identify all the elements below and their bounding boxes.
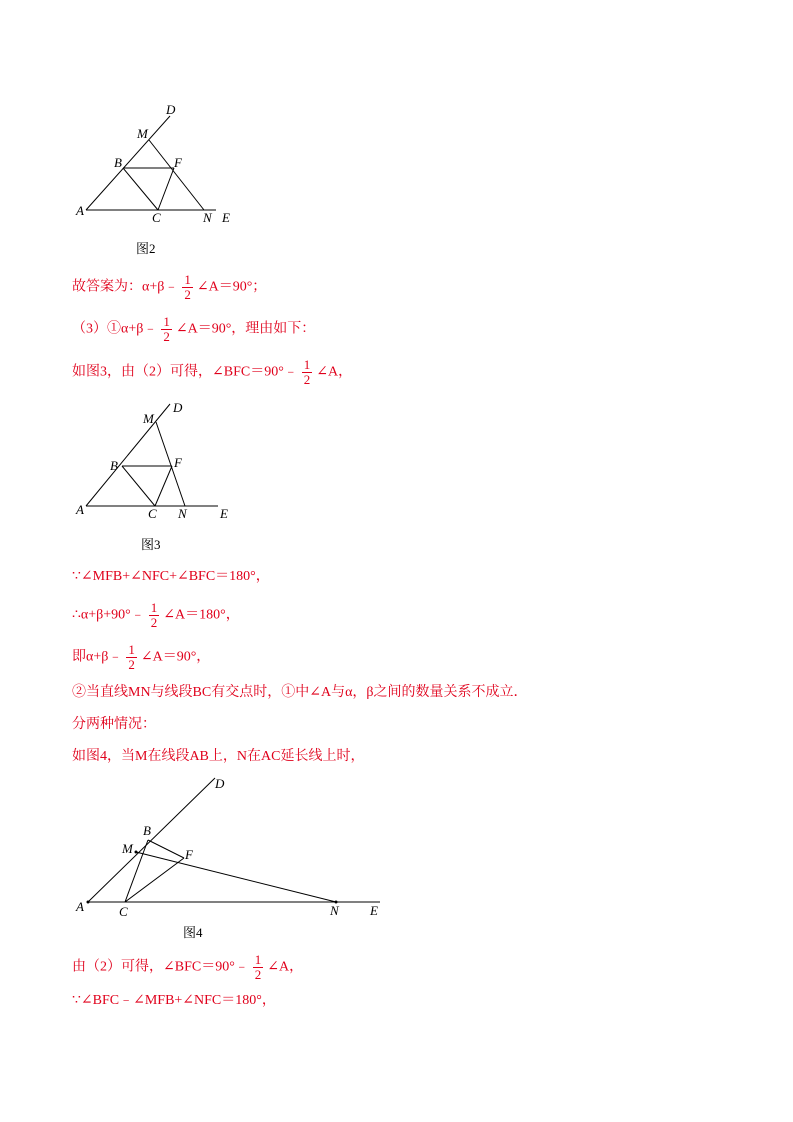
- namely-post: ∠A＝90°，: [140, 649, 211, 665]
- fig3-intro-line: [72, 358, 352, 387]
- answer2-post: ∠A＝90°；: [196, 279, 267, 295]
- frac-den: 2: [303, 372, 311, 387]
- fig3-label-d: D: [173, 400, 183, 415]
- fig4-label-m: M: [122, 841, 133, 856]
- frac-num: 1: [150, 600, 158, 615]
- fig2-label-f: F: [174, 155, 182, 170]
- part3-line: [72, 315, 315, 344]
- because-line-2: ∵∠BFC﹣∠MFB+∠NFC＝180°，: [72, 993, 276, 1008]
- frac-den: 2: [163, 329, 170, 344]
- fig2-label-m: M: [137, 126, 148, 141]
- fig4-label-e: E: [370, 903, 378, 918]
- frac-num: 1: [128, 642, 135, 657]
- fig3-label-c: C: [148, 506, 157, 521]
- therefore-line-1: [72, 601, 240, 630]
- because-line-1: ∵∠MFB+∠NFC+∠BFC＝180°，: [72, 569, 270, 584]
- part3-2-line: ②当直线MN与线段BC有交点时，①中∠A与α，β之间的数量关系不成立．: [72, 685, 528, 700]
- fig4-label-c: C: [119, 904, 128, 919]
- from2-post: ∠A，: [267, 959, 304, 975]
- fraction-half: [182, 273, 193, 302]
- fraction-half: [149, 601, 160, 630]
- figure-4-diagram: [70, 772, 400, 922]
- figure-3: [70, 396, 250, 531]
- fraction-half: [161, 315, 172, 344]
- fig4-intro-line: 如图4，当M在线段AB上，N在AC延长线上时，: [72, 749, 365, 764]
- fig2-label-b: B: [114, 155, 122, 170]
- namely-line: [72, 643, 210, 672]
- fig2-label-e: E: [222, 210, 230, 225]
- fig3-intro-post: ∠A，: [316, 364, 353, 380]
- part3-pre: （3）①α+β﹣: [72, 321, 158, 337]
- fig3-label-b: B: [110, 458, 118, 473]
- frac-den: 2: [254, 967, 262, 982]
- figure-3-diagram: [70, 396, 250, 526]
- fig3-label-f: F: [174, 455, 182, 470]
- from2-pre: 由（2）可得，∠BFC＝90°﹣: [72, 959, 249, 975]
- frac-den: 2: [150, 615, 158, 630]
- fig3-label-n: N: [178, 506, 187, 521]
- fig4-label-f: F: [185, 847, 193, 862]
- fig2-label-d: D: [166, 102, 176, 117]
- fig4-label-d: D: [215, 776, 225, 791]
- fraction-half: [302, 358, 313, 387]
- fraction-half: [253, 953, 264, 982]
- fig3-intro-pre: 如图3，由（2）可得，∠BFC＝90°﹣: [72, 364, 298, 380]
- fig2-label-c: C: [152, 210, 161, 225]
- figure-2-caption: 图2: [136, 241, 156, 256]
- therefore1-post: ∠A＝180°，: [163, 607, 240, 623]
- fig4-label-a: A: [76, 899, 84, 914]
- answer2-pre: 故答案为：α+β﹣: [72, 279, 179, 295]
- frac-num: 1: [184, 272, 191, 287]
- frac-num: 1: [163, 314, 170, 329]
- figure-2-diagram: [70, 98, 250, 228]
- therefore1-pre: ∴α+β+90°﹣: [72, 607, 145, 623]
- fraction-half: [126, 643, 137, 672]
- frac-den: 2: [184, 287, 191, 302]
- from2-line: [72, 953, 303, 982]
- namely-pre: 即α+β﹣: [72, 649, 123, 665]
- fig3-label-m: M: [143, 411, 154, 426]
- frac-num: 1: [303, 357, 311, 372]
- figure-4-caption: 图4: [183, 925, 203, 940]
- fig2-label-a: A: [76, 203, 84, 218]
- answer-line-2: [72, 273, 266, 302]
- frac-num: 1: [254, 952, 262, 967]
- figure-2: [70, 98, 250, 233]
- fig3-label-a: A: [76, 502, 84, 517]
- figure-3-caption: 图3: [141, 537, 161, 552]
- fig4-label-n: N: [330, 903, 339, 918]
- fig3-label-e: E: [220, 506, 228, 521]
- fig2-label-n: N: [203, 210, 212, 225]
- part3-post: ∠A＝90°，理由如下：: [175, 321, 316, 337]
- two-cases-line: 分两种情况：: [72, 717, 156, 732]
- figure-4: [70, 772, 400, 927]
- fig4-label-b: B: [143, 823, 151, 838]
- frac-den: 2: [128, 657, 135, 672]
